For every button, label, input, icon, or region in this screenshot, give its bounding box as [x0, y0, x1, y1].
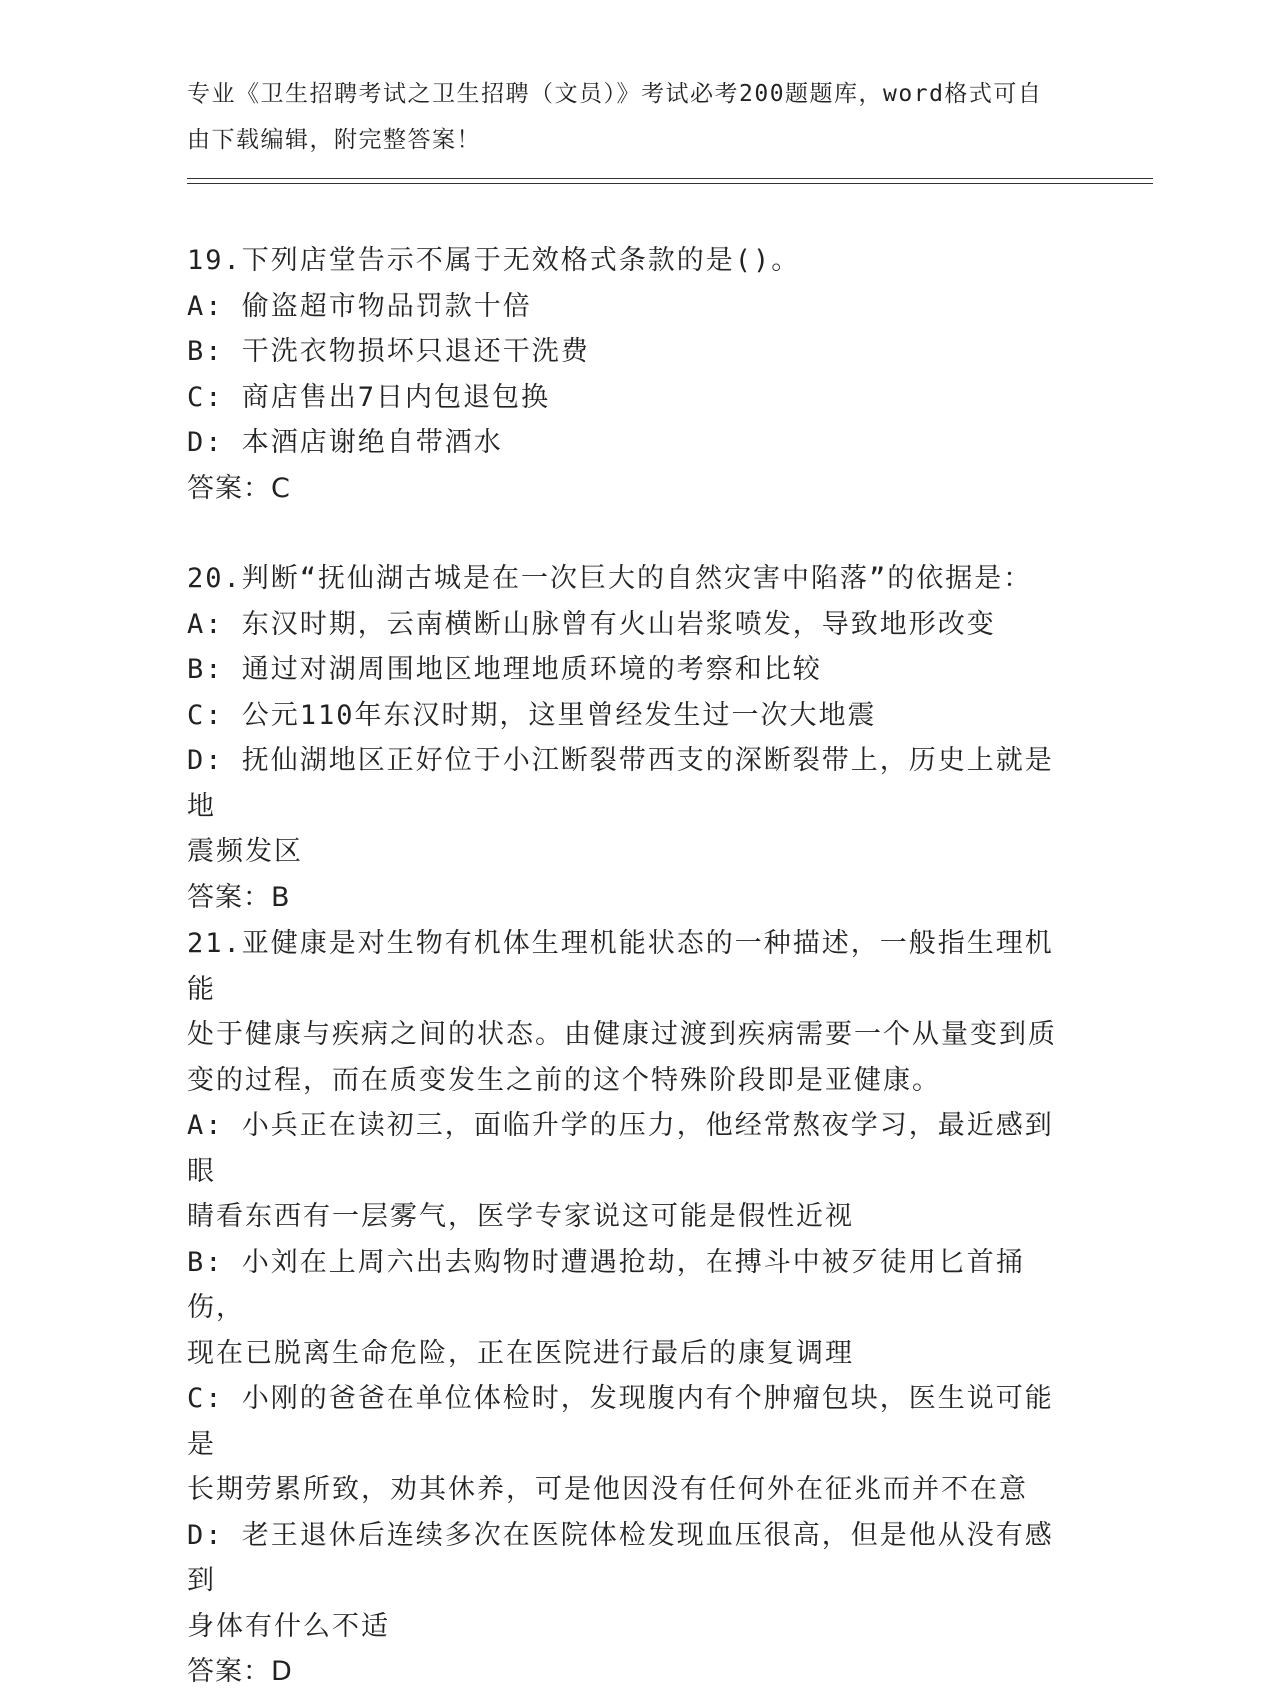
header-divider-top — [187, 178, 1153, 179]
answer-label: 答案： — [187, 472, 271, 504]
option-d-continued: 震频发区 — [187, 836, 303, 867]
option-c: C: 商店售出7日内包退包换 — [187, 381, 551, 413]
option-b: B: 小刘在上周六出去购物时遭遇抢劫，在搏斗中被歹徒用匕首捅伤， — [187, 1246, 1025, 1323]
option-c-continued: 长期劳累所致，劝其休养，可是他因没有任何外在征兆而并不在意 — [187, 1474, 1028, 1505]
answer-label: 答案： — [187, 881, 271, 913]
option-a: A: 偷盗超市物品罚款十倍 — [187, 290, 532, 322]
answer-line — [187, 875, 1067, 921]
answer-line — [187, 1649, 1067, 1695]
option-d-continued: 身体有什么不适 — [187, 1610, 390, 1642]
header-line-2: 由下载编辑，附完整答案！ — [187, 126, 481, 153]
question-20 — [187, 556, 1067, 920]
option-c: C: 公元110年东汉时期，这里曾经发生过一次大地震 — [187, 699, 877, 731]
question-stem: 20.判断“抚仙湖古城是在一次巨大的自然灾害中陷落”的依据是： — [187, 563, 1033, 594]
option-a-continued: 睛看东西有一层雾气，医学专家说这可能是假性近视 — [187, 1201, 854, 1232]
question-stem-continued: 变的过程，而在质变发生之前的这个特殊阶段即是亚健康。 — [187, 1064, 941, 1096]
question-stem: 19.下列店堂告示不属于无效格式条款的是()。 — [187, 245, 801, 276]
option-d: D: 抚仙湖地区正好位于小江断裂带西支的深断裂带上，历史上就是地 — [187, 745, 1054, 822]
option-a: A: 东汉时期，云南横断山脉曾有火山岩浆喷发，导致地形改变 — [187, 608, 996, 640]
option-b: B: 通过对湖周围地区地理地质环境的考察和比较 — [187, 654, 822, 685]
option-b: B: 干洗衣物损坏只退还干洗费 — [187, 336, 590, 367]
answer-value: D — [271, 1656, 292, 1687]
answer-label: 答案： — [187, 1656, 271, 1687]
header-line-1: 专业《卫生招聘考试之卫生招聘（文员）》考试必考200题题库，word格式可自 — [187, 81, 1043, 107]
option-d: D: 本酒店谢绝自带酒水 — [187, 427, 503, 458]
option-b-continued: 现在已脱离生命危险，正在医院进行最后的康复调理 — [187, 1337, 854, 1369]
question-21 — [187, 921, 1067, 1695]
option-a: A: 小兵正在读初三，面临升学的压力，他经常熬夜学习，最近感到眼 — [187, 1110, 1054, 1187]
answer-line — [187, 466, 1067, 512]
document-header — [187, 72, 1067, 163]
option-d: D: 老王退休后连续多次在医院体检发现血压很高，但是他从没有感到 — [187, 1519, 1054, 1596]
question-stem-continued: 处于健康与疾病之间的状态。由健康过渡到疾病需要一个从量变到质 — [187, 1019, 1057, 1050]
question-stem: 21.亚健康是对生物有机体生理机能状态的一种描述，一般指生理机能 — [187, 928, 1054, 1005]
option-c: C: 小刚的爸爸在单位体检时，发现腹内有个肿瘤包块，医生说可能是 — [187, 1383, 1054, 1460]
header-divider-bottom — [187, 183, 1153, 184]
answer-value: C — [271, 472, 290, 504]
question-19 — [187, 238, 1067, 511]
answer-value: B — [271, 881, 290, 913]
